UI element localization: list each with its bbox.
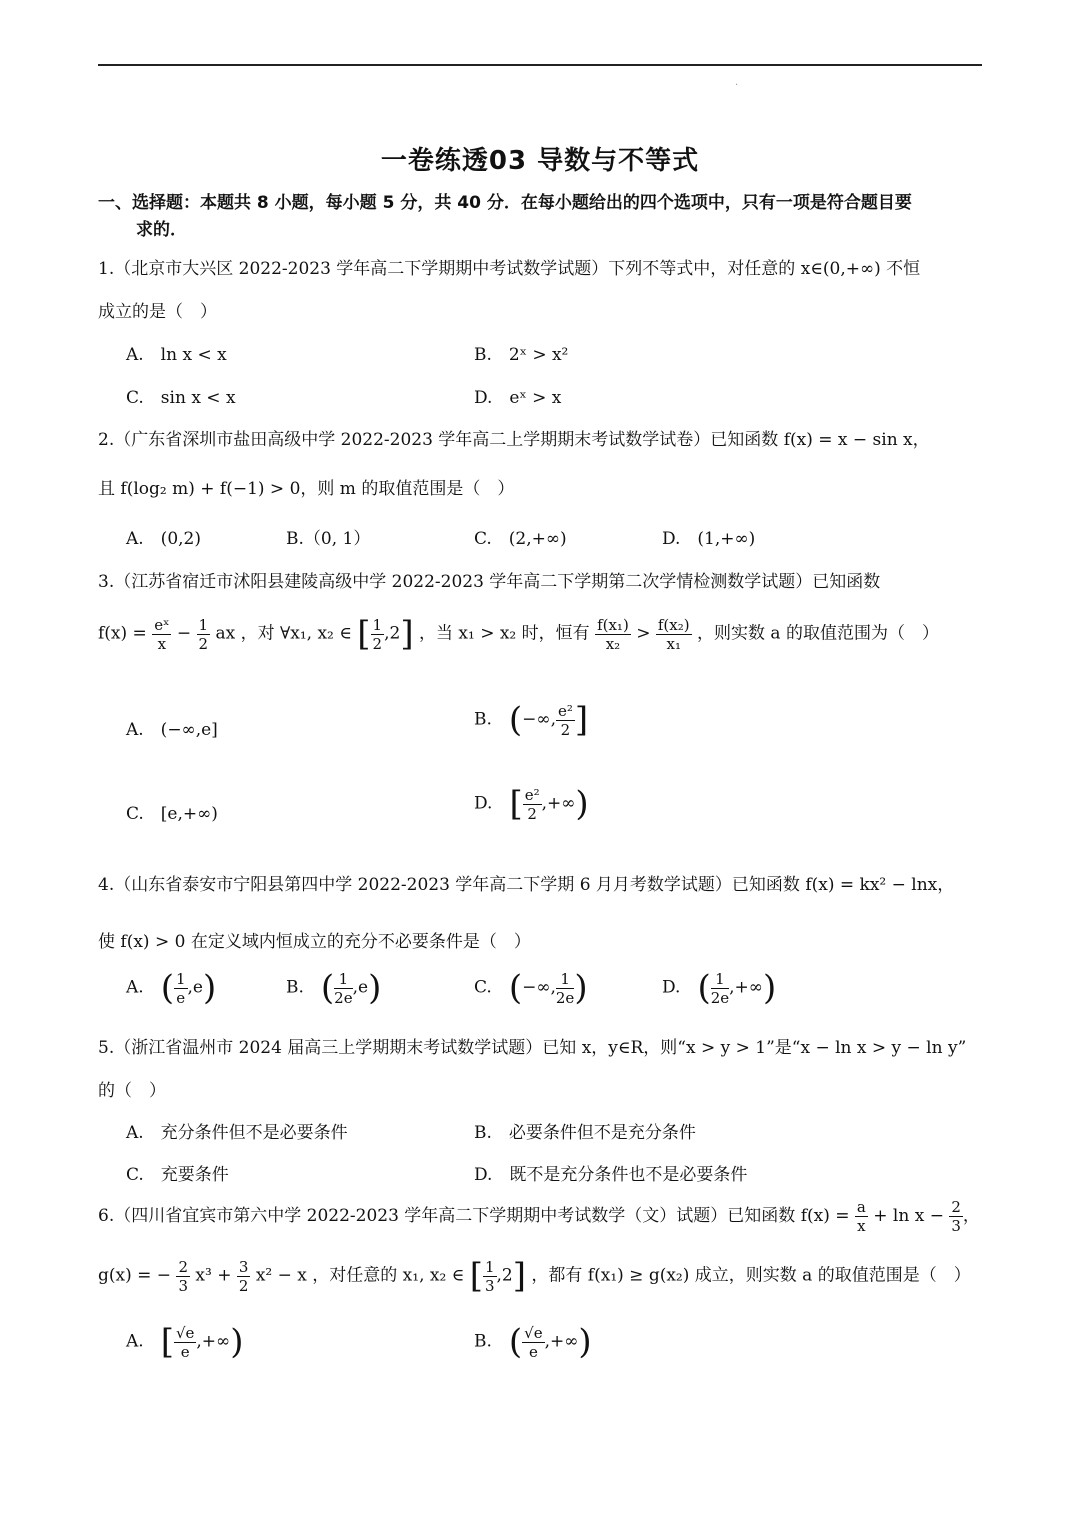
q4-option-b[interactable]: B. ( $\frac{1}{2e}$ ,e) bbox=[286, 968, 382, 1008]
q6-option-b[interactable]: B. ( $\frac{√e}{e}$ ,+∞) bbox=[474, 1322, 592, 1362]
question-1-stem: 1.（北京市大兴区 2022-2023 学年高二下学期期中考试数学试题）下列不等式中，对任意的 x∈(0,+∞) 不恒 bbox=[98, 259, 921, 279]
q4-option-c[interactable]: C. (−∞, $\frac{1}{2e}$ ) bbox=[474, 968, 588, 1008]
q4-option-a[interactable]: A. ( $\frac{1}{e}$ ,e) bbox=[126, 968, 217, 1008]
q4-option-d[interactable]: D. ( $\frac{1}{2e}$ ,+∞) bbox=[662, 968, 777, 1008]
section-heading-cont: 求的． bbox=[136, 220, 187, 240]
q1-option-c[interactable]: C. sin x < x bbox=[126, 388, 236, 408]
question-2-stem: 2.（广东省深圳市盐田高级中学 2022-2023 学年高二上学期期末考试数学试卷）已知函数 f(x) = x − sin x， bbox=[98, 430, 930, 450]
q5-option-d[interactable]: D. 既不是充分条件也不是必要条件 bbox=[474, 1165, 748, 1185]
q1-option-b[interactable]: B. 2ˣ > x² bbox=[474, 345, 569, 365]
q3-condition: ，当 x₁ > x₂ 时，恒有 bbox=[418, 623, 590, 644]
q3-option-d[interactable]: D. [ $\frac{\text{e²}}{2}$ ,+∞) bbox=[474, 784, 589, 824]
q3-option-c[interactable]: C. [e,+∞) bbox=[126, 804, 218, 824]
q6-frac-a-x: $\frac{a}{x}$ bbox=[856, 1198, 866, 1235]
header-rule bbox=[98, 64, 982, 66]
q3-fx: f(x) = bbox=[98, 623, 147, 644]
q3-minus: − bbox=[176, 623, 192, 644]
q1-option-a[interactable]: A. ln x < x bbox=[126, 345, 227, 365]
q6-ask: ，都有 f(x₁) ≥ g(x₂) 成立，则实数 a 的取值范围是（ ） bbox=[531, 1265, 971, 1286]
q6-stem-text: 6.（四川省宜宾市第六中学 2022-2023 学年高二下学期期中考试数学（文）试题）已知函数 f(x) = bbox=[98, 1206, 850, 1226]
q3-ask: ，则实数 a 的取值范围为（ ） bbox=[697, 623, 939, 644]
q3-frac-fx1-x2: $\frac{\text{f(x₁)}}{\text{x₂}}$ bbox=[597, 615, 629, 653]
q6-option-a[interactable]: A. [ $\frac{√e}{e}$ ,+∞) bbox=[126, 1322, 244, 1362]
question-5-stem: 5.（浙江省温州市 2024 届高三上学期期末考试数学试题）已知 x，y∈R，则“x > y > 1”是“x − ln x > y − ln y” bbox=[98, 1038, 967, 1058]
q2-option-d[interactable]: D. (1,+∞) bbox=[662, 529, 756, 549]
q3-frac-fx2-x1: $\frac{\text{f(x₂)}}{\text{x₁}}$ bbox=[657, 615, 690, 653]
question-4-stem: 4.（山东省泰安市宁阳县第四中学 2022-2023 学年高二下学期 6 月月考数学试题）已知函数 f(x) = kx² − lnx， bbox=[98, 875, 955, 895]
question-1-stem-cont: 成立的是（ ） bbox=[98, 302, 217, 322]
q2-option-c[interactable]: C. (2,+∞) bbox=[474, 529, 567, 549]
q6-frac-2-3: $\frac{2}{3}$ bbox=[951, 1198, 961, 1235]
question-4-stem-cont: 使 f(x) > 0 在定义域内恒成立的充分不必要条件是（ ） bbox=[98, 932, 531, 952]
scan-dot: · bbox=[735, 80, 739, 91]
q3-forall: ，对 ∀x₁, x₂ ∈ bbox=[240, 623, 352, 644]
q5-option-b[interactable]: B. 必要条件但不是充分条件 bbox=[474, 1123, 696, 1143]
question-6-gx-line: g(x) = − $\frac{2}{3}$ x³ + $\frac{3}{2}$ x² − x ，对任意的 x₁, x₂ ∈ [ $\frac{1}{3}$ ,2] ，都有 f(x₁) ≥ g(x₂) 成立，则实数 a 的取值范围是（ ） bbox=[98, 1256, 971, 1296]
q3-frac-half: $\frac{1}{2}$ bbox=[198, 615, 209, 653]
q3-ax: ax bbox=[215, 623, 236, 644]
q3-interval-end: ,2 bbox=[384, 623, 401, 644]
question-3-stem: 3.（江苏省宿迁市沭阳县建陵高级中学 2022-2023 学年高二下学期第二次学情检测数学试题）已知函数 bbox=[98, 572, 881, 592]
question-2-stem-cont: 且 f(log₂ m) + f(−1) > 0，则 m 的取值范围是（ ） bbox=[98, 479, 515, 499]
q3-option-b[interactable]: B. (−∞, $\frac{\text{e²}}{2}$ ] bbox=[474, 700, 589, 740]
q5-option-c[interactable]: C. 充要条件 bbox=[126, 1165, 229, 1185]
page-title: 一卷练透03 导数与不等式 bbox=[380, 146, 700, 176]
q3-option-a[interactable]: A. (−∞,e] bbox=[126, 720, 218, 740]
q3-interval-half: $\frac{1}{2}$ bbox=[372, 615, 383, 653]
q2-option-a[interactable]: A. (0,2) bbox=[126, 529, 201, 549]
q6-lnx: + ln x − bbox=[873, 1206, 944, 1226]
q3-frac-ex-x: $\frac{\text{eˣ}}{x}$ bbox=[154, 615, 170, 653]
question-6-stem: 6.（四川省宜宾市第六中学 2022-2023 学年高二下学期期中考试数学（文）试题）已知函数 f(x) = $\frac{a}{x}$ + ln x − $\frac{2}{3}$ ， bbox=[98, 1198, 980, 1235]
question-5-stem-cont: 的（ ） bbox=[98, 1081, 166, 1101]
q2-option-b[interactable]: B.（0, 1） bbox=[286, 529, 371, 549]
q3-gt: > bbox=[636, 623, 651, 644]
q5-option-a[interactable]: A. 充分条件但不是必要条件 bbox=[126, 1123, 348, 1143]
q6-gx: g(x) = − bbox=[98, 1265, 172, 1286]
q1-option-d[interactable]: D. eˣ > x bbox=[474, 388, 562, 408]
question-3-formula-line: f(x) = $\frac{\text{eˣ}}{x}$ − $\frac{1}{2}$ ax ，对 ∀x₁, x₂ ∈ [ $\frac{1}{2}$ ,2] ，当 x₁ > x₂ 时，恒有 $\frac{\text{f(x₁)}}{\text{x₂}}$ > $\frac{\text{f(x₂)}}{\text{x₁}}$ ，则实数 a 的取值范围为（ ） bbox=[98, 614, 939, 654]
q6-forall: ，对任意的 x₁, x₂ ∈ bbox=[312, 1265, 465, 1286]
section-heading: 一、选择题：本题共 8 小题，每小题 5 分，共 40 分．在每小题给出的四个选项中，只有一项是符合题目要 bbox=[98, 193, 912, 213]
